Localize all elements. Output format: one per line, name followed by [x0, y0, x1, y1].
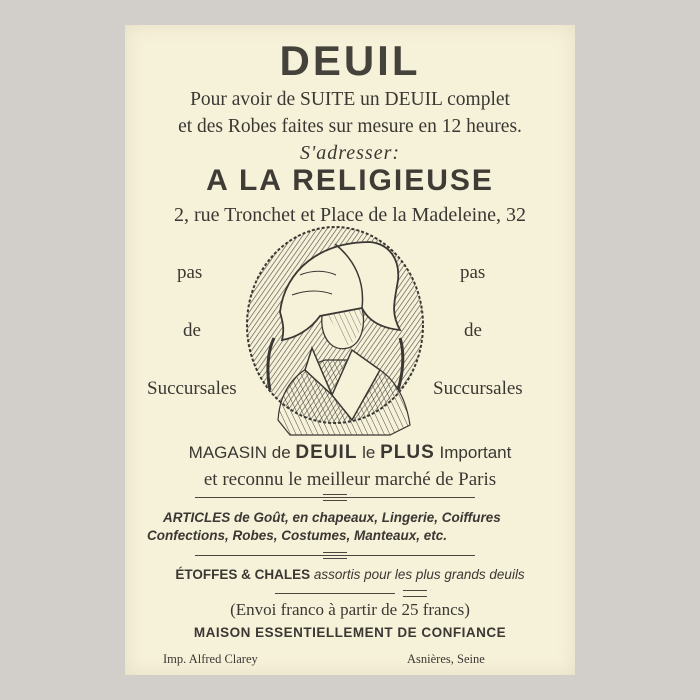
left-side-text-2: de — [183, 320, 201, 341]
shop-address: 2, rue Tronchet et Place de la Madeleine, 32 — [173, 204, 527, 226]
divider-3 — [275, 593, 395, 594]
page-title: DEUIL — [279, 37, 421, 84]
printer-credit: Imp. Alfred Clarey — [163, 652, 258, 666]
left-side-text-1: pas — [177, 262, 203, 283]
shipping-note: (Envoi franco à partir de 25 francs) — [230, 600, 470, 619]
reputation-line: et reconnu le meilleur marché de Paris — [203, 469, 497, 490]
right-side-text-3: Succursales — [433, 378, 523, 399]
articles-line-1: ARTICLES de Goût, en chapeaux, Lingerie, Coiffures — [163, 510, 501, 525]
divider-2 — [195, 555, 475, 556]
trust-statement: MAISON ESSENTIELLEMENT DE CONFIANCE — [193, 625, 507, 640]
intro-line-1: Pour avoir de SUITE un DEUIL complet — [190, 89, 510, 110]
magasin-line: MAGASIN de DEUIL le PLUS Important — [188, 442, 512, 463]
left-side-text-3: Succursales — [147, 378, 237, 399]
right-side-text-1: pas — [460, 262, 486, 283]
contact-prompt: S'adresser: — [299, 142, 401, 164]
divider-1 — [195, 497, 475, 498]
right-side-text-2: de — [464, 320, 482, 341]
intro-line-2: et des Robes faites sur mesure en 12 heures. — [178, 116, 522, 137]
nun-portrait-illustration — [240, 220, 430, 440]
articles-line-2: Confections, Robes, Costumes, Manteaux, etc. — [147, 528, 448, 543]
advertising-card — [125, 25, 575, 675]
shop-name: A LA RELIGIEUSE — [206, 164, 494, 197]
etoffes-line: ÉTOFFES & CHALES assortis pour les plus grands deuils — [175, 567, 525, 582]
printer-location: Asnières, Seine — [407, 652, 485, 666]
